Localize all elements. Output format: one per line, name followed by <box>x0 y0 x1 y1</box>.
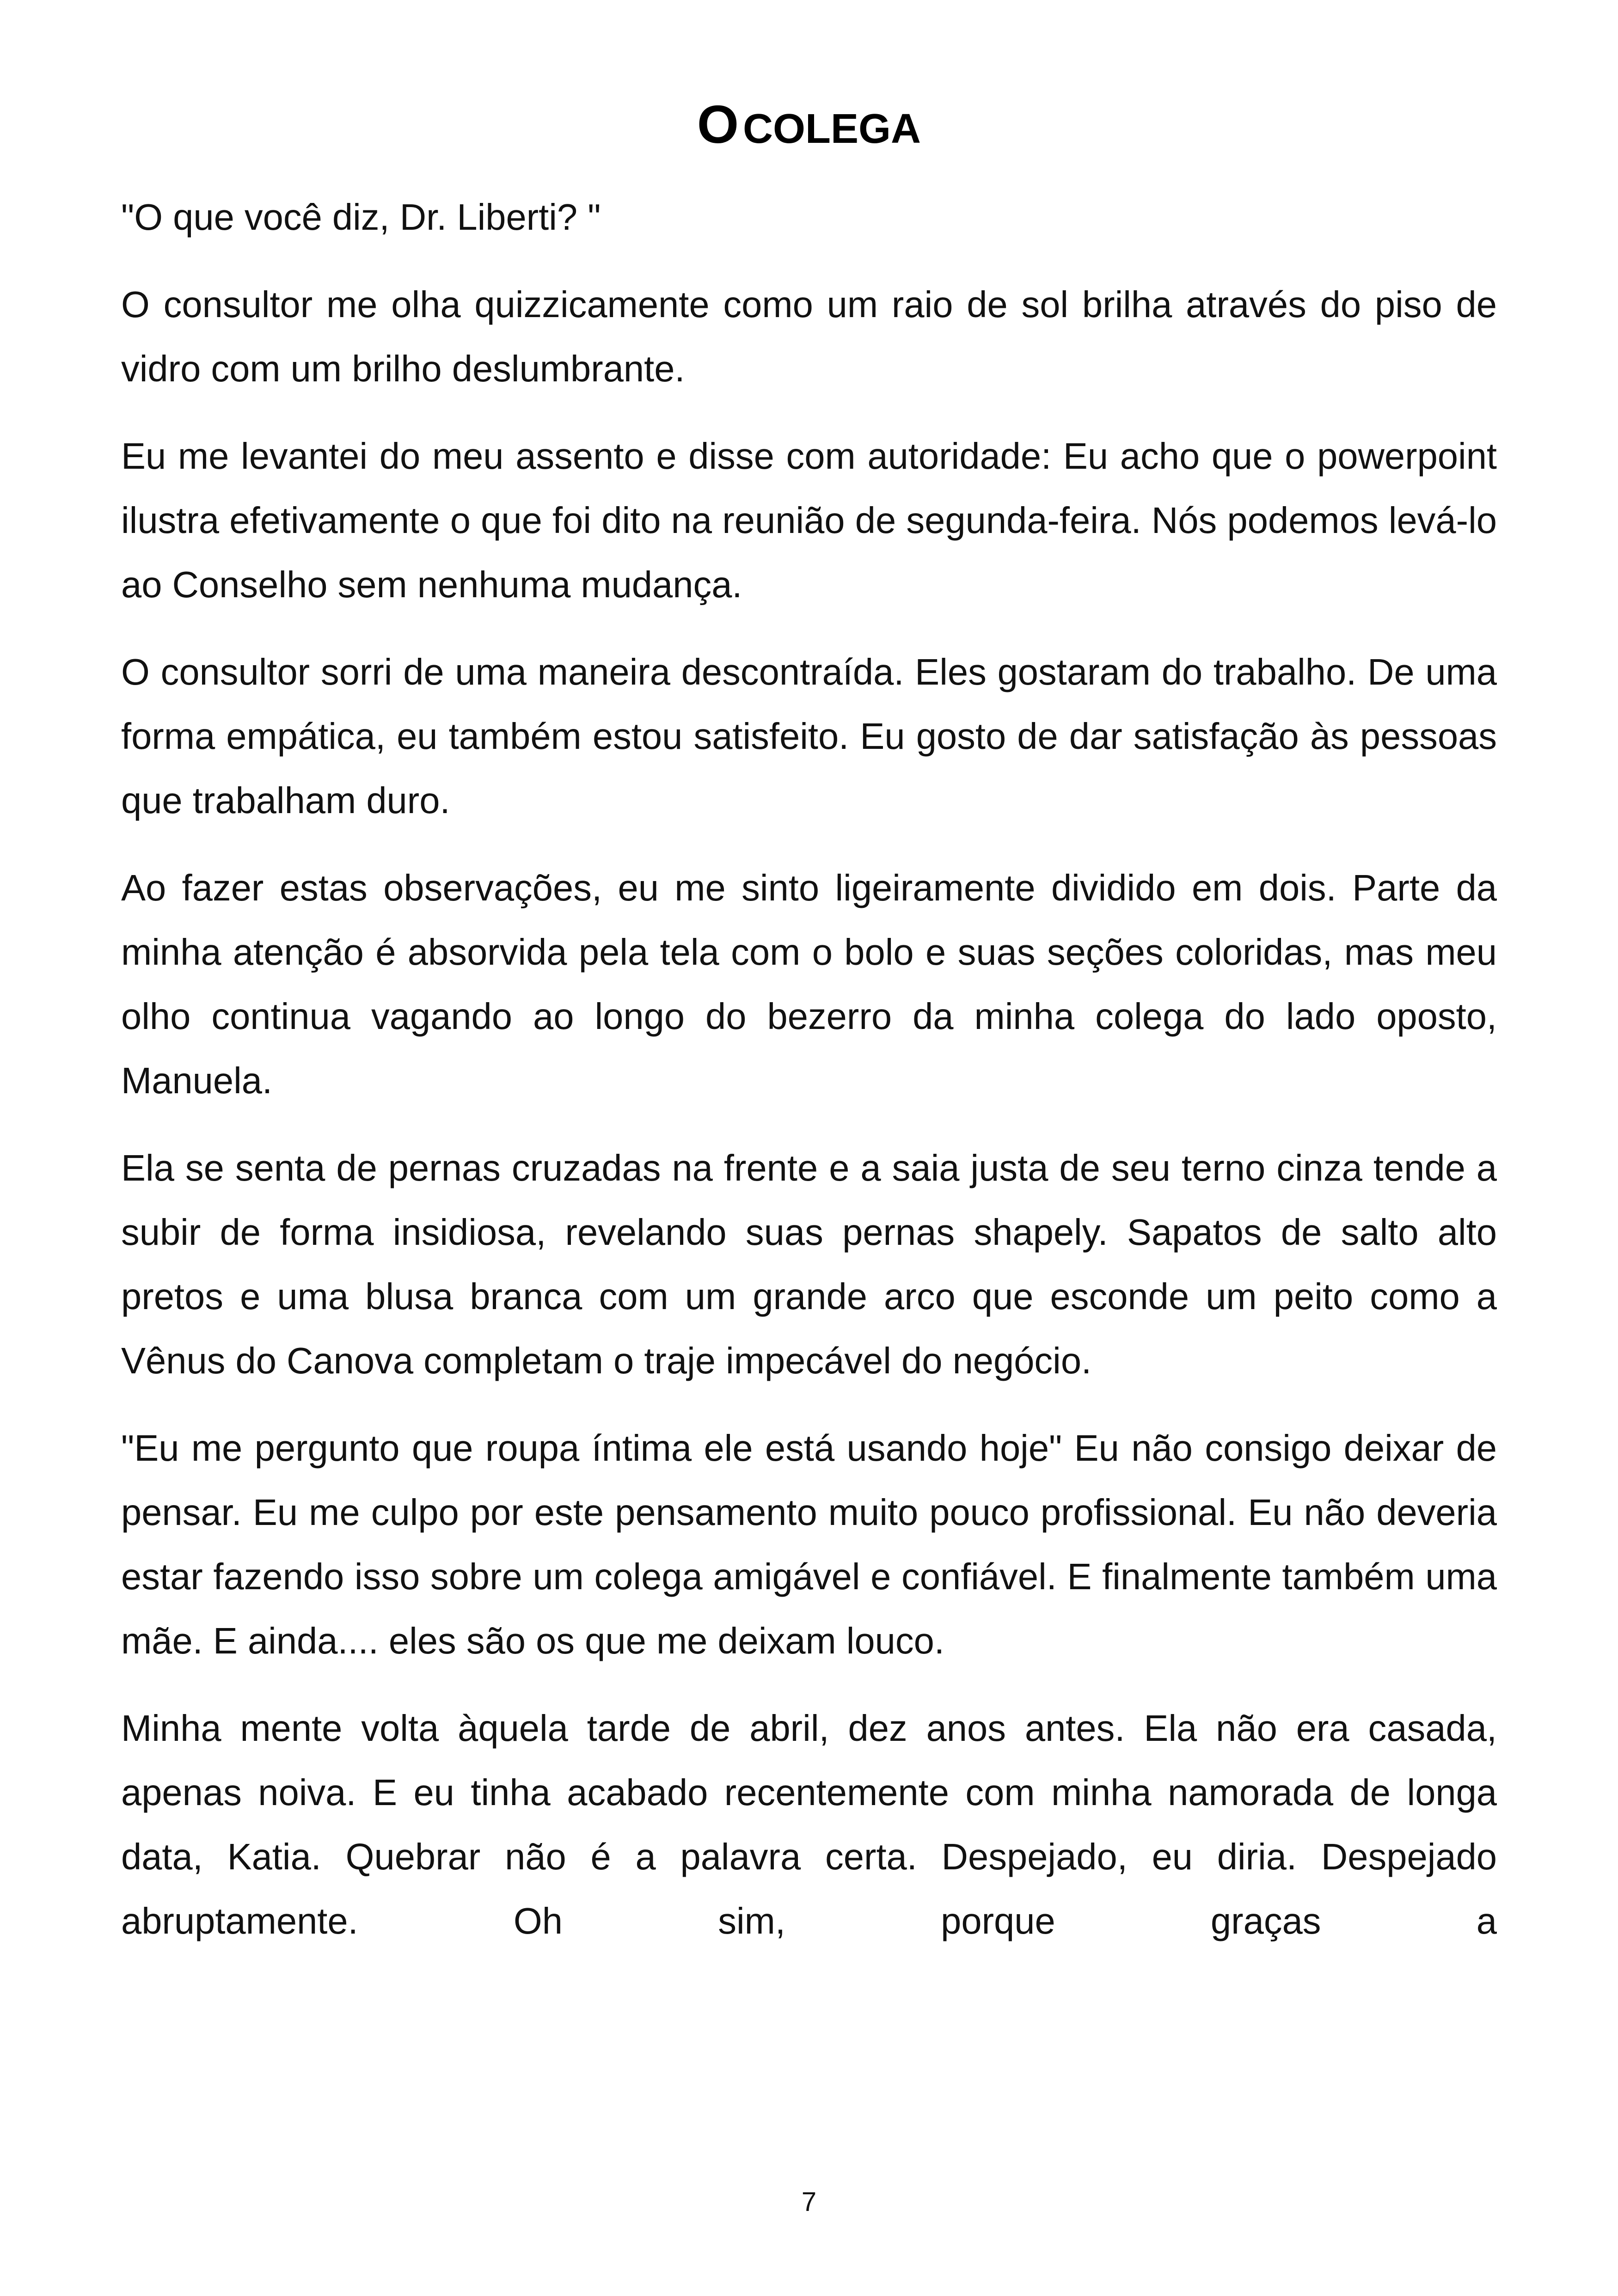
page-number: 7 <box>801 2187 817 2217</box>
paragraph-8: Minha mente volta àquela tarde de abril, dez anos antes. Ela não era casada, apenas noiva. E eu tinha acabado recentemente com minha namorada de longa data, Katia. Quebrar não é a palavra certa. Despejado, eu diria. Despejado abruptamente. Oh sim, porque graças a <box>121 1708 1497 1941</box>
paragraph-3: Eu me levantei do meu assento e disse com autoridade: Eu acho que o powerpoint ilustra efetivamente o que foi dito na reunião de segunda-feira. Nós podemos levá-lo ao Conselho sem nenhuma mudança. <box>121 435 1497 605</box>
paragraph-1: "O que você diz, Dr. Liberti? " <box>121 196 601 238</box>
paragraph-6: Ela se senta de pernas cruzadas na frente e a saia justa de seu terno cinza tende a subir de forma insidiosa, revelando suas pernas shapely. Sapatos de salto alto pretos e uma blusa branca com um grande arco que esconde um peito como a Vênus do Canova completam o traje impecável do negócio. <box>121 1147 1497 1381</box>
paragraph-4: O consultor sorri de uma maneira descontraída. Eles gostaram do trabalho. De uma forma empática, eu também estou satisfeito. Eu gosto de dar satisfação às pessoas que trabalham duro. <box>121 651 1497 821</box>
paragraph-2: O consultor me olha quizzicamente como um raio de sol brilha através do piso de vidro com um brilho deslumbrante. <box>121 284 1497 389</box>
paragraph-5: Ao fazer estas observações, eu me sinto ligeiramente dividido em dois. Parte da minha atenção é absorvida pela tela com o bolo e suas seções coloridas, mas meu olho continua vagando ao longo do bezerro da minha colega do lado oposto, Manuela. <box>121 867 1497 1101</box>
chapter-title <box>120 94 1498 155</box>
chapter-title-initial: O <box>697 94 739 155</box>
chapter-title-rest: COLEGA <box>743 106 921 153</box>
chapter-body <box>121 185 1497 1976</box>
paragraph-7: "Eu me pergunto que roupa íntima ele está usando hoje" Eu não consigo deixar de pensar. Eu me culpo por este pensamento muito pouco profissional. Eu não deveria estar fazendo isso sobre um colega amigável e confiável. E finalmente também uma mãe. E ainda.... eles são os que me deixam louco. <box>121 1427 1497 1661</box>
